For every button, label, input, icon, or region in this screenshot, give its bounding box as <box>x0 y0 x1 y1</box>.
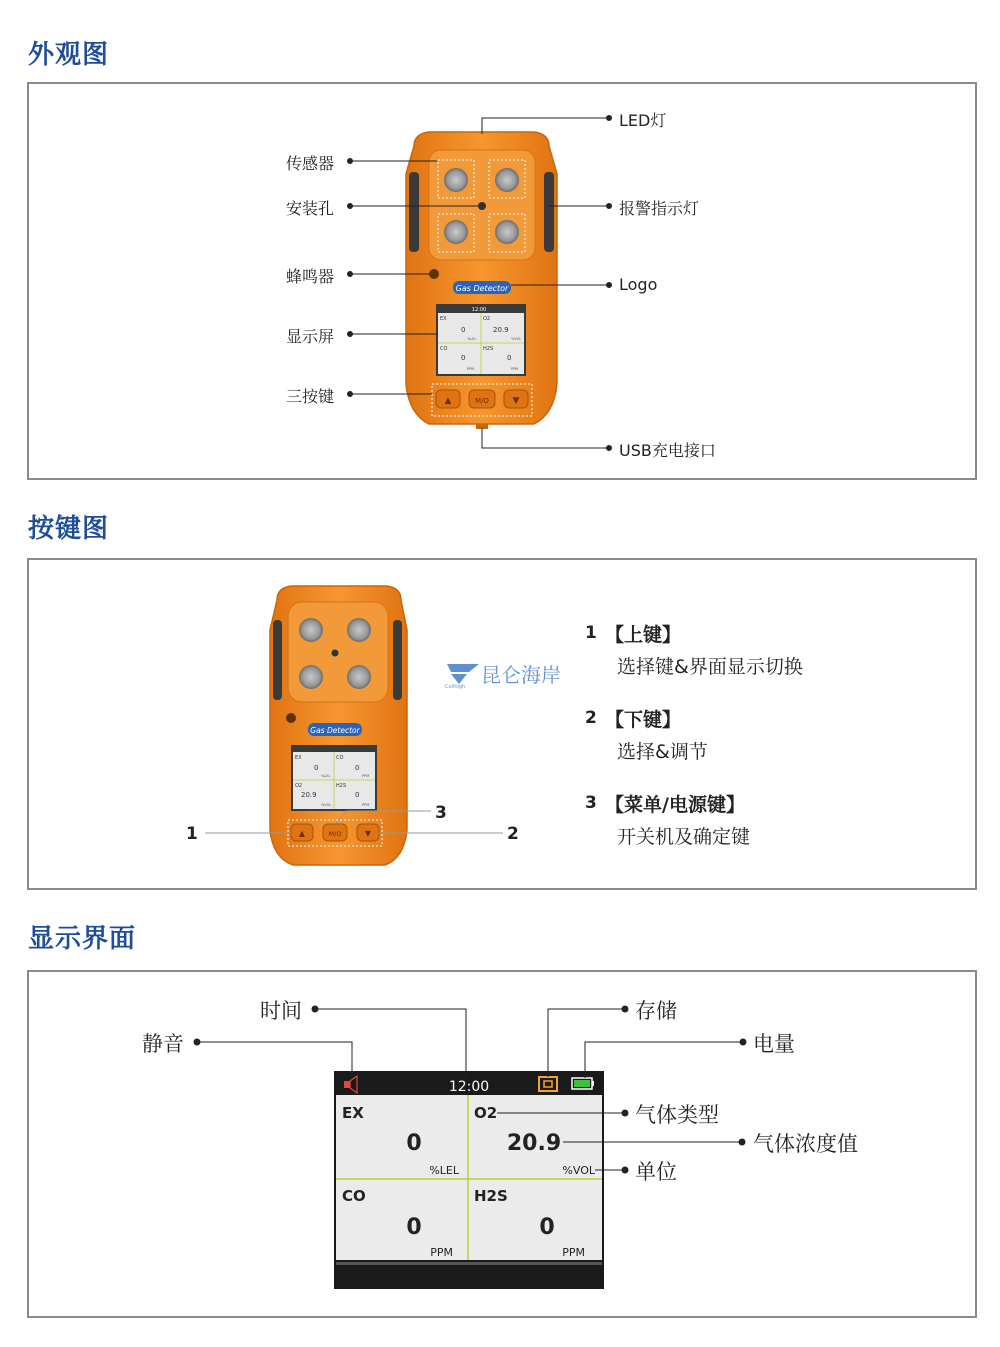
sensor-2 <box>495 168 519 192</box>
svg-text:▲: ▲ <box>444 396 452 406</box>
cell-ex-gas: EX <box>342 1104 364 1122</box>
label-three-keys: 三按键 <box>286 387 335 406</box>
svg-text:20.9: 20.9 <box>301 791 317 799</box>
key-item-1-num: 1 <box>585 623 597 643</box>
display-title: 显示界面 <box>28 924 137 954</box>
appearance-diagram <box>29 84 975 478</box>
svg-text:▼: ▼ <box>512 396 520 406</box>
svg-text:CO: CO <box>440 346 448 352</box>
svg-text:CO: CO <box>336 755 344 761</box>
buzzer <box>429 269 439 279</box>
cell-h2s-unit: PPM <box>562 1246 585 1259</box>
cell-h2s-gas: H2S <box>474 1187 508 1205</box>
svg-text:Collhigh: Collhigh <box>445 684 466 690</box>
svg-text:0: 0 <box>355 764 360 772</box>
label-mount-hole: 安装孔 <box>286 199 335 218</box>
callout-2: 2 <box>507 824 519 844</box>
cell-ex-value: 0 <box>406 1131 422 1156</box>
sensor-3 <box>444 220 468 244</box>
svg-text:%LEL: %LEL <box>321 774 331 778</box>
label-buzzer: 蜂鸣器 <box>286 267 335 286</box>
keys-diagram <box>29 560 975 888</box>
display-panel <box>27 970 977 1318</box>
callout-1: 1 <box>186 824 198 844</box>
label-led: LED灯 <box>619 111 667 130</box>
device-front <box>406 132 557 429</box>
key-item-3-title: 【菜单/电源键】 <box>605 794 745 816</box>
svg-text:%LEL: %LEL <box>467 337 477 341</box>
svg-text:PPM: PPM <box>362 803 370 807</box>
svg-text:20.9: 20.9 <box>493 326 509 334</box>
svg-text:0: 0 <box>461 354 466 362</box>
logo-text: Gas Detector <box>455 284 509 293</box>
label-battery: 电量 <box>753 1032 795 1056</box>
label-mute: 静音 <box>142 1032 184 1056</box>
label-logo: Logo <box>619 275 658 294</box>
label-gas-type: 气体类型 <box>635 1103 719 1127</box>
label-alarm-light: 报警指示灯 <box>619 199 700 218</box>
sensor-4 <box>495 220 519 244</box>
cell-ex-unit: %LEL <box>429 1164 459 1177</box>
label-gas-value: 气体浓度值 <box>753 1132 858 1156</box>
label-storage: 存储 <box>635 999 677 1023</box>
callout-3: 3 <box>435 803 447 823</box>
svg-text:O2: O2 <box>295 783 303 789</box>
svg-text:EX: EX <box>440 316 447 322</box>
svg-text:0: 0 <box>461 326 466 334</box>
label-unit: 单位 <box>635 1160 677 1184</box>
svg-text:O2: O2 <box>483 316 491 322</box>
key-item-2-title: 【下键】 <box>605 709 682 731</box>
svg-text:M/O: M/O <box>475 397 489 405</box>
key-item-2-desc: 选择&调节 <box>617 741 708 763</box>
label-time: 时间 <box>260 999 302 1023</box>
cell-h2s-value: 0 <box>539 1215 555 1240</box>
svg-text:EX: EX <box>295 755 302 761</box>
cell-co-gas: CO <box>342 1187 366 1205</box>
label-usb: USB充电接口 <box>619 441 716 460</box>
keys-panel <box>27 558 977 890</box>
screen <box>334 1071 604 1289</box>
label-display: 显示屏 <box>286 327 335 346</box>
svg-text:PPM: PPM <box>362 774 370 778</box>
appearance-title: 外观图 <box>28 40 110 70</box>
svg-text:%VOL: %VOL <box>321 803 332 807</box>
watermark-logo <box>445 663 561 690</box>
svg-text:▼: ▼ <box>364 829 372 838</box>
cell-o2-gas: O2 <box>474 1104 498 1122</box>
device-front-2 <box>270 586 407 865</box>
svg-text:0: 0 <box>314 764 319 772</box>
sensor-1 <box>444 168 468 192</box>
cell-co-unit: PPM <box>430 1246 453 1259</box>
cell-o2-unit: %VOL <box>562 1164 595 1177</box>
appearance-panel <box>27 82 977 480</box>
mount-hole <box>478 202 486 210</box>
key-item-3-num: 3 <box>585 793 597 813</box>
svg-text:Gas Detector: Gas Detector <box>310 726 360 735</box>
svg-text:H2S: H2S <box>336 783 347 789</box>
status-time: 12:00 <box>448 1079 490 1095</box>
svg-text:PPM: PPM <box>467 367 475 371</box>
svg-text:12:00: 12:00 <box>471 307 487 313</box>
key-item-1-title: 【上键】 <box>605 624 682 646</box>
svg-text:昆仑海岸: 昆仑海岸 <box>481 663 561 687</box>
cell-co-value: 0 <box>406 1215 422 1240</box>
key-item-1-desc: 选择键&界面显示切换 <box>617 656 803 678</box>
alarm-light-right <box>544 172 554 252</box>
alarm-light-left <box>409 172 419 252</box>
keys-title: 按键图 <box>28 514 110 544</box>
cell-o2-value: 20.9 <box>506 1131 562 1156</box>
svg-text:H2S: H2S <box>483 346 494 352</box>
svg-text:0: 0 <box>355 791 360 799</box>
key-item-3-desc: 开关机及确定键 <box>617 826 751 848</box>
svg-text:%VOL: %VOL <box>511 337 522 341</box>
svg-text:M/O: M/O <box>328 830 342 838</box>
svg-text:0: 0 <box>507 354 512 362</box>
svg-text:▲: ▲ <box>298 829 306 838</box>
label-sensor: 传感器 <box>286 154 335 173</box>
key-item-2-num: 2 <box>585 708 597 728</box>
svg-text:PPM: PPM <box>511 367 519 371</box>
